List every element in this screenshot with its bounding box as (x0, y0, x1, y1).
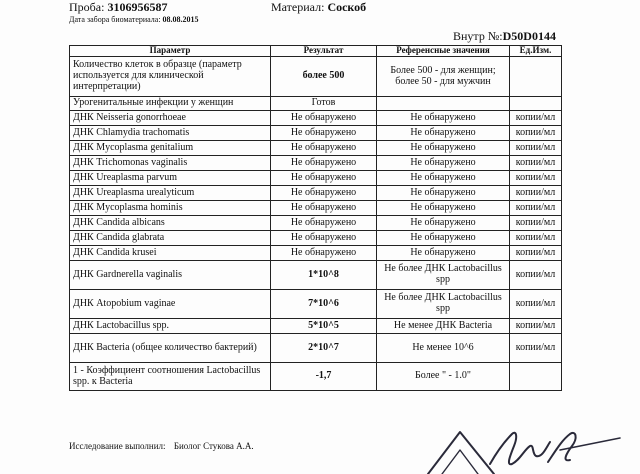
result-cell: Не обнаружено (271, 156, 377, 171)
table-row (70, 216, 562, 231)
unit-cell (510, 97, 562, 111)
unit-cell: копии/мл (510, 126, 562, 141)
unit-cell: копии/мл (510, 246, 562, 261)
internal-number-line (453, 29, 556, 44)
result-cell: 5*10^5 (271, 319, 377, 334)
unit-cell: копии/мл (510, 171, 562, 186)
result-cell: Не обнаружено (271, 126, 377, 141)
result-cell: Не обнаружено (271, 186, 377, 201)
signature-stamp (420, 420, 640, 474)
param-cell: 1 - Коэффициент соотношения Lactobacillus spp. к Bacteria (70, 363, 271, 391)
internal-label: Внутр №: (453, 29, 503, 43)
material-line (271, 0, 366, 15)
result-cell: Готов (271, 97, 377, 111)
table-row (70, 246, 562, 261)
param-cell: ДНК Chlamydia trachomatis (70, 126, 271, 141)
stamp-triangle-inner (442, 450, 478, 474)
param-cell: ДНК Ureaplasma urealyticum (70, 186, 271, 201)
result-cell: 1*10^8 (271, 261, 377, 290)
table-row (70, 186, 562, 201)
reference-cell: Не менее ДНК Bacteria (377, 319, 510, 334)
param-cell: ДНК Mycoplasma genitalium (70, 141, 271, 156)
param-cell: ДНК Mycoplasma hominis (70, 201, 271, 216)
reference-cell: Не более ДНК Lactobacillus spp (377, 261, 510, 290)
unit-cell: копии/мл (510, 319, 562, 334)
result-cell: Не обнаружено (271, 111, 377, 126)
param-cell: ДНК Candida albicans (70, 216, 271, 231)
table-row (70, 261, 562, 290)
unit-cell: копии/мл (510, 290, 562, 319)
table-row (70, 201, 562, 216)
table-row (70, 334, 562, 363)
unit-cell (510, 57, 562, 97)
probe-line (69, 0, 167, 15)
unit-cell: копии/мл (510, 231, 562, 246)
col-header-reference: Референсные значения (377, 46, 510, 57)
table-row (70, 97, 562, 111)
date-label: Дата забора биоматериала: (69, 15, 161, 24)
param-cell: ДНК Ureaplasma parvum (70, 171, 271, 186)
unit-cell: копии/мл (510, 201, 562, 216)
unit-cell: копии/мл (510, 186, 562, 201)
reference-cell: Более " - 1.0" (377, 363, 510, 391)
performed-by (69, 441, 254, 451)
table-row (70, 231, 562, 246)
reference-cell: Не обнаружено (377, 141, 510, 156)
result-cell: Не обнаружено (271, 216, 377, 231)
unit-cell (510, 363, 562, 391)
col-header-parameter: Параметр (70, 46, 271, 57)
reference-cell: Не обнаружено (377, 186, 510, 201)
reference-cell: Не обнаружено (377, 126, 510, 141)
param-cell: ДНК Neisseria gonorrhoeae (70, 111, 271, 126)
reference-cell: Не обнаружено (377, 246, 510, 261)
reference-cell: Не обнаружено (377, 231, 510, 246)
unit-cell: копии/мл (510, 216, 562, 231)
unit-cell: копии/мл (510, 141, 562, 156)
table-row (70, 156, 562, 171)
param-cell: ДНК Trichomonas vaginalis (70, 156, 271, 171)
table-header-row (70, 46, 562, 57)
result-cell: -1,7 (271, 363, 377, 391)
result-cell: более 500 (271, 57, 377, 97)
param-cell: Количество клеток в образце (параметр используется для клинической интерпретации) (70, 57, 271, 97)
material-value: Соскоб (327, 0, 367, 14)
probe-label: Проба: (69, 0, 105, 14)
param-cell: ДНК Bacteria (общее количество бактерий) (70, 334, 271, 363)
result-cell: 7*10^6 (271, 290, 377, 319)
table-row (70, 111, 562, 126)
reference-cell: Не обнаружено (377, 171, 510, 186)
table-row (70, 57, 562, 97)
result-cell: Не обнаружено (271, 231, 377, 246)
reference-cell: Более 500 - для женщин; более 50 - для мужчин (377, 57, 510, 97)
table-row (70, 126, 562, 141)
reference-cell: Не обнаружено (377, 201, 510, 216)
reference-cell: Не менее 10^6 (377, 334, 510, 363)
results-table (69, 45, 562, 391)
table-row (70, 363, 562, 391)
probe-number: 3106956587 (107, 0, 168, 14)
param-cell: ДНК Atopobium vaginae (70, 290, 271, 319)
performed-by-value: Биолог Стукова А.А. (173, 441, 254, 451)
reference-cell: Не обнаружено (377, 156, 510, 171)
reference-cell (377, 97, 510, 111)
result-cell: Не обнаружено (271, 171, 377, 186)
unit-cell: копии/мл (510, 334, 562, 363)
result-cell: Не обнаружено (271, 201, 377, 216)
unit-cell: копии/мл (510, 156, 562, 171)
col-header-result: Результат (271, 46, 377, 57)
result-cell: Не обнаружено (271, 141, 377, 156)
reference-cell: Не обнаружено (377, 111, 510, 126)
unit-cell: копии/мл (510, 111, 562, 126)
reference-cell: Не обнаружено (377, 216, 510, 231)
collection-date-line (69, 15, 199, 24)
table-row (70, 290, 562, 319)
performed-by-label: Исследование выполнил: (69, 441, 166, 451)
stamp-triangle (428, 432, 494, 474)
signature-stroke (560, 438, 620, 450)
internal-value: D50D0144 (502, 29, 556, 43)
date-value: 08.08.2015 (162, 15, 199, 24)
signature-stroke (490, 433, 550, 465)
col-header-unit: Ед.Изм. (510, 46, 562, 57)
unit-cell: копии/мл (510, 261, 562, 290)
param-cell: ДНК Candida glabrata (70, 231, 271, 246)
reference-cell: Не более ДНК Lactobacillus spp (377, 290, 510, 319)
param-cell: ДНК Lactobacillus spp. (70, 319, 271, 334)
param-cell: Урогенитальные инфекции у женщин (70, 97, 271, 111)
material-label: Материал: (271, 0, 325, 14)
table-row (70, 319, 562, 334)
result-cell: Не обнаружено (271, 246, 377, 261)
table-row (70, 141, 562, 156)
param-cell: ДНК Gardnerella vaginalis (70, 261, 271, 290)
table-row (70, 171, 562, 186)
result-cell: 2*10^7 (271, 334, 377, 363)
param-cell: ДНК Candida krusei (70, 246, 271, 261)
